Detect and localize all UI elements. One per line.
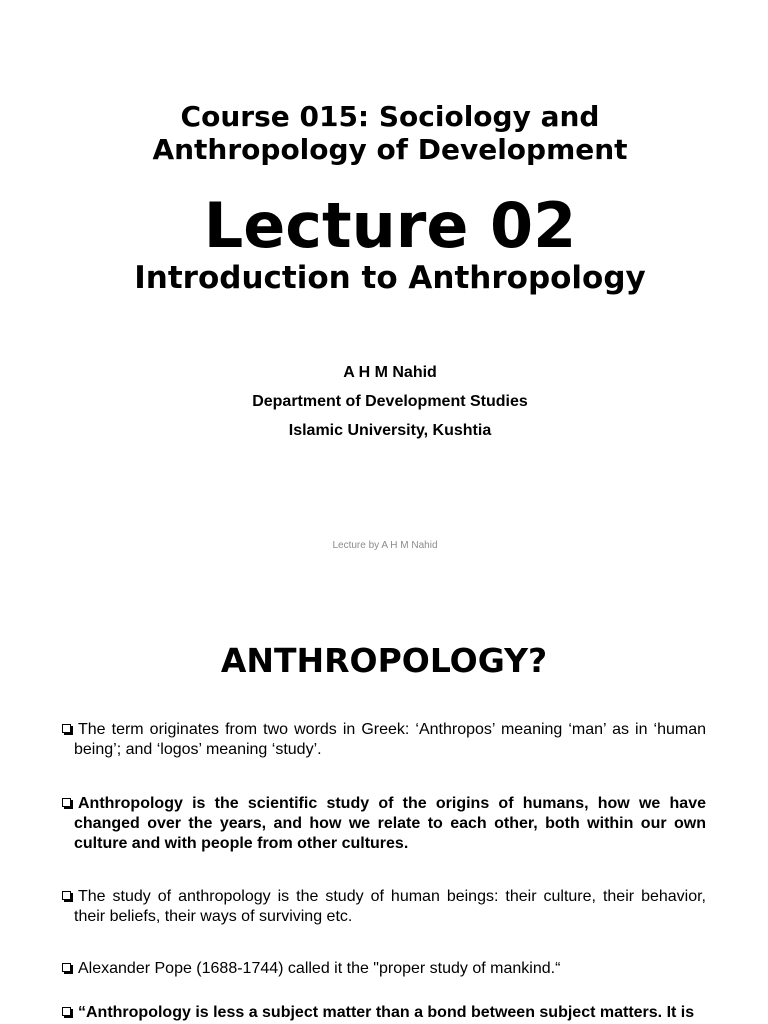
course-title-line1: Course 015: Sociology and — [180, 100, 600, 133]
bullet-text: “Anthropology is less a subject matter than a bond between subject matters. It is — [78, 1004, 695, 1021]
author-university: Islamic University, Kushtia — [288, 422, 492, 439]
author-department: Department of Development Studies — [252, 393, 528, 410]
checkbox-bullet-icon — [62, 1007, 71, 1016]
checkbox-bullet-icon — [62, 724, 71, 733]
list-item — [62, 1003, 706, 1023]
course-title-line2: Anthropology of Development — [152, 133, 628, 166]
list-item — [62, 794, 706, 854]
lecture-subtitle: Introduction to Anthropology — [134, 260, 646, 296]
checkbox-bullet-icon — [62, 891, 71, 900]
list-item — [62, 720, 706, 760]
bullet-text: Anthropology is the scientific study of the origins of humans, how we have changed over the years, and how we relate to each other, both within our own culture and with people from other cultures. — [74, 795, 706, 852]
bullet-list — [62, 720, 706, 1023]
slide-heading: ANTHROPOLOGY? — [220, 641, 548, 680]
bullet-text: The study of anthropology is the study of human beings: their culture, their behavior, their beliefs, their ways of surviving etc. — [74, 888, 706, 925]
bullet-text: The term originates from two words in Greek: ‘Anthropos’ meaning ‘man’ as in ‘human being’; and ‘logos’ meaning ‘study’. — [74, 721, 706, 758]
list-item — [62, 959, 706, 979]
lecture-number: Lecture 02 — [203, 189, 577, 262]
slide-footer: Lecture by A H M Nahid — [332, 540, 438, 551]
author-block — [0, 358, 768, 445]
course-title — [0, 100, 768, 166]
checkbox-bullet-icon — [62, 963, 71, 972]
list-item — [62, 887, 706, 927]
bullet-text: Alexander Pope (1688-1744) called it the "proper study of mankind.“ — [78, 960, 561, 977]
checkbox-bullet-icon — [62, 798, 71, 807]
author-name: A H M Nahid — [343, 364, 437, 381]
